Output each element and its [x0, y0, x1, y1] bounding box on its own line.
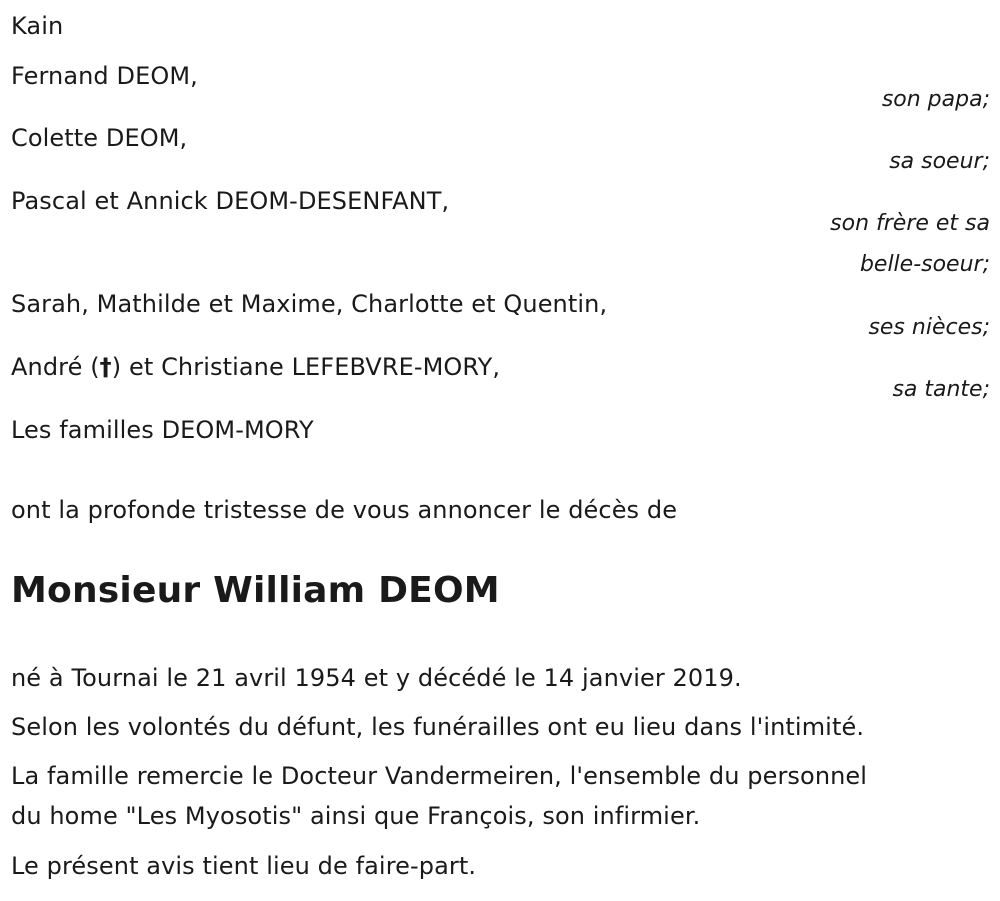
place: Kain: [11, 12, 64, 40]
family-member-name: Pascal et Annick DEOM-DESENFANT,: [11, 187, 450, 215]
family-member-name: Les familles DEOM-MORY: [11, 416, 314, 444]
funeral-line: Selon les volontés du défunt, les funérailles ont eu lieu dans l'intimité.: [11, 713, 865, 741]
cross-icon: †: [99, 353, 112, 381]
name-before-cross: André (: [11, 353, 100, 381]
family-member-relation: belle-soeur;: [859, 252, 990, 277]
family-member-relation: ses nièces;: [868, 315, 990, 340]
announcement: ont la profonde tristesse de vous annoncer le décès de: [11, 496, 678, 524]
family-member-name: Fernand DEOM,: [11, 62, 198, 90]
name-after-cross: ) et Christiane LEFEBVRE-MORY,: [111, 353, 501, 381]
family-member-name: Sarah, Mathilde et Maxime, Charlotte et Quentin,: [11, 290, 608, 318]
family-member-relation: sa tante;: [892, 377, 990, 402]
notice-line: Le présent avis tient lieu de faire-part.: [11, 852, 477, 880]
family-member-name: [11, 351, 500, 383]
birth-death-line: né à Tournai le 21 avril 1954 et y décédé le 14 janvier 2019.: [11, 664, 742, 692]
family-member-name: Colette DEOM,: [11, 124, 188, 152]
family-member-relation: son frère et sa: [830, 211, 990, 236]
thanks-line: du home "Les Myosotis" ainsi que François, son infirmier.: [11, 802, 701, 830]
family-member-relation: son papa;: [881, 87, 990, 112]
deceased-name: Monsieur William DEOM: [11, 570, 500, 611]
thanks-line: La famille remercie le Docteur Vandermeiren, l'ensemble du personnel: [11, 762, 868, 790]
family-member-relation: sa soeur;: [889, 149, 990, 174]
